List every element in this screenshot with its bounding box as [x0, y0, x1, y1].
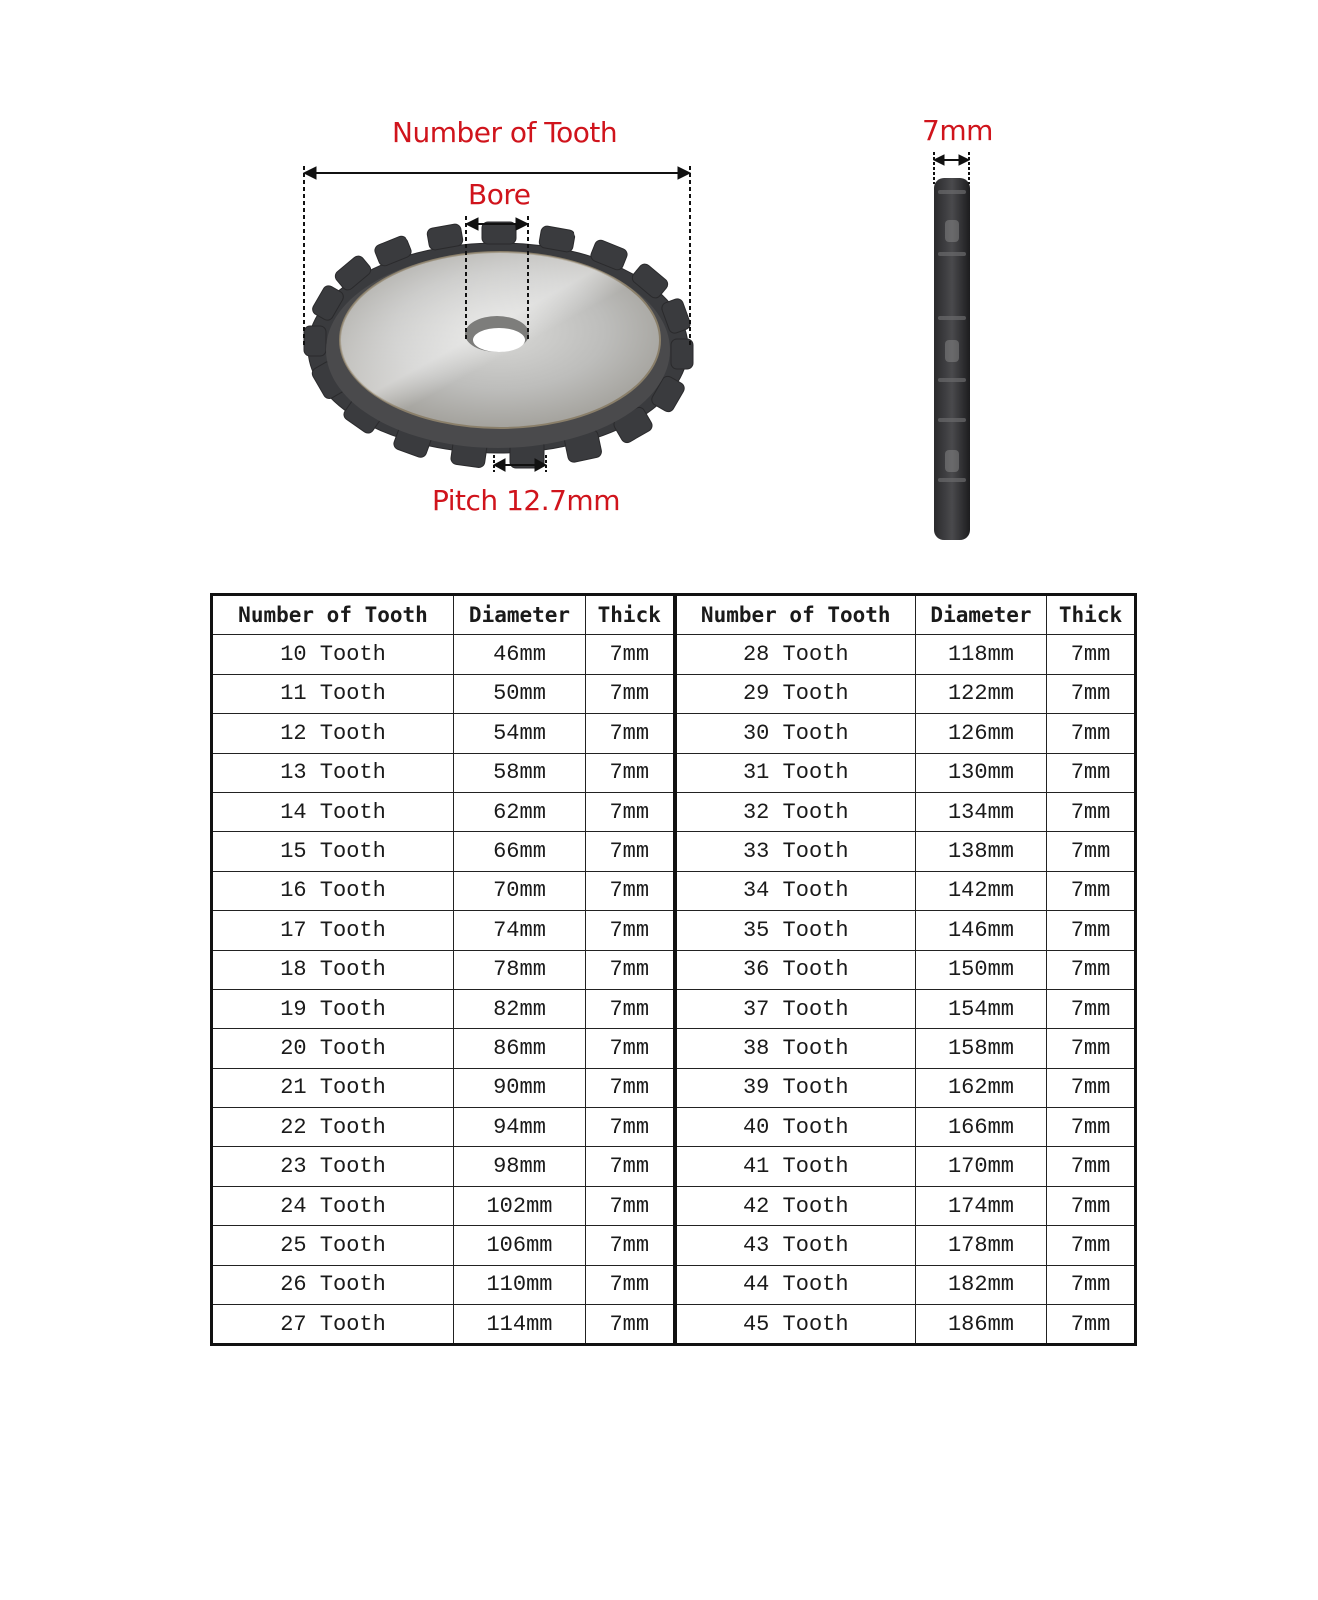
sprocket-side-icon	[934, 178, 970, 540]
thick-cell: 7mm	[586, 753, 675, 792]
diameter-cell: 106mm	[454, 1226, 586, 1265]
thick-cell: 7mm	[1047, 674, 1136, 713]
table-row	[212, 1226, 1136, 1265]
tooth-count-cell: 36 Tooth	[675, 950, 916, 989]
tooth-count-cell: 38 Tooth	[675, 1029, 916, 1068]
tooth-count-cell: 16 Tooth	[212, 871, 454, 910]
diameter-cell: 134mm	[916, 792, 1047, 831]
thick-cell: 7mm	[586, 871, 675, 910]
diameter-cell: 138mm	[916, 832, 1047, 871]
tooth-count-cell: 22 Tooth	[212, 1108, 454, 1147]
table-row	[212, 1068, 1136, 1107]
tooth-count-cell: 31 Tooth	[675, 753, 916, 792]
tooth-count-cell: 25 Tooth	[212, 1226, 454, 1265]
thick-cell: 7mm	[586, 1068, 675, 1107]
diameter-cell: 66mm	[454, 832, 586, 871]
thick-cell: 7mm	[586, 950, 675, 989]
thick-cell: 7mm	[586, 1029, 675, 1068]
table-row	[212, 832, 1136, 871]
tooth-count-cell: 26 Tooth	[212, 1265, 454, 1304]
tooth-count-cell: 29 Tooth	[675, 674, 916, 713]
table-row	[212, 792, 1136, 831]
number-of-tooth-label: Number of Tooth	[392, 116, 618, 149]
thick-cell: 7mm	[1047, 1186, 1136, 1225]
table-row	[212, 753, 1136, 792]
tooth-count-cell: 10 Tooth	[212, 635, 454, 674]
tooth-count-cell: 35 Tooth	[675, 911, 916, 950]
table-row	[212, 1147, 1136, 1186]
table-row	[212, 1186, 1136, 1225]
tooth-count-cell: 40 Tooth	[675, 1108, 916, 1147]
tooth-count-cell: 37 Tooth	[675, 989, 916, 1028]
header-thick: Thick	[586, 595, 675, 635]
tooth-count-cell: 39 Tooth	[675, 1068, 916, 1107]
diameter-cell: 146mm	[916, 911, 1047, 950]
sprocket-spec-table	[210, 593, 1137, 1346]
diameter-cell: 46mm	[454, 635, 586, 674]
tooth-count-cell: 42 Tooth	[675, 1186, 916, 1225]
tooth-count-cell: 21 Tooth	[212, 1068, 454, 1107]
table-row	[212, 989, 1136, 1028]
diameter-cell: 126mm	[916, 714, 1047, 753]
diameter-cell: 70mm	[454, 871, 586, 910]
diameter-cell: 122mm	[916, 674, 1047, 713]
thickness-label: 7mm	[922, 114, 993, 147]
diameter-cell: 150mm	[916, 950, 1047, 989]
thick-cell: 7mm	[586, 1186, 675, 1225]
thick-cell: 7mm	[1047, 1108, 1136, 1147]
thick-cell: 7mm	[586, 674, 675, 713]
table-row	[212, 635, 1136, 674]
thick-cell: 7mm	[1047, 1305, 1136, 1345]
diameter-cell: 170mm	[916, 1147, 1047, 1186]
thick-cell: 7mm	[586, 1147, 675, 1186]
tooth-count-cell: 20 Tooth	[212, 1029, 454, 1068]
thick-cell: 7mm	[1047, 1226, 1136, 1265]
diameter-cell: 154mm	[916, 989, 1047, 1028]
bore-label: Bore	[468, 178, 531, 211]
table-row	[212, 1029, 1136, 1068]
diameter-cell: 178mm	[916, 1226, 1047, 1265]
thick-cell: 7mm	[1047, 792, 1136, 831]
diameter-cell: 50mm	[454, 674, 586, 713]
table-row	[212, 950, 1136, 989]
diameter-cell: 118mm	[916, 635, 1047, 674]
thick-cell: 7mm	[586, 1108, 675, 1147]
thick-cell: 7mm	[1047, 950, 1136, 989]
table-row	[212, 1265, 1136, 1304]
diameter-cell: 142mm	[916, 871, 1047, 910]
diameter-cell: 82mm	[454, 989, 586, 1028]
thick-cell: 7mm	[1047, 635, 1136, 674]
tooth-count-cell: 43 Tooth	[675, 1226, 916, 1265]
thick-cell: 7mm	[586, 1305, 675, 1345]
diameter-cell: 166mm	[916, 1108, 1047, 1147]
header-diameter: Diameter	[916, 595, 1047, 635]
tooth-count-cell: 30 Tooth	[675, 714, 916, 753]
diameter-cell: 78mm	[454, 950, 586, 989]
tooth-count-cell: 32 Tooth	[675, 792, 916, 831]
diameter-cell: 130mm	[916, 753, 1047, 792]
thick-cell: 7mm	[586, 714, 675, 753]
thick-cell: 7mm	[586, 911, 675, 950]
tooth-count-cell: 41 Tooth	[675, 1147, 916, 1186]
thick-cell: 7mm	[586, 832, 675, 871]
tooth-count-cell: 18 Tooth	[212, 950, 454, 989]
tooth-count-cell: 14 Tooth	[212, 792, 454, 831]
tooth-count-cell: 34 Tooth	[675, 871, 916, 910]
thick-cell: 7mm	[586, 989, 675, 1028]
tooth-count-cell: 27 Tooth	[212, 1305, 454, 1345]
table-row	[212, 911, 1136, 950]
thick-cell: 7mm	[586, 1226, 675, 1265]
thick-cell: 7mm	[1047, 989, 1136, 1028]
thick-cell: 7mm	[1047, 871, 1136, 910]
diameter-cell: 158mm	[916, 1029, 1047, 1068]
tooth-count-cell: 15 Tooth	[212, 832, 454, 871]
tooth-count-cell: 28 Tooth	[675, 635, 916, 674]
diameter-cell: 182mm	[916, 1265, 1047, 1304]
thick-cell: 7mm	[1047, 911, 1136, 950]
diameter-cell: 174mm	[916, 1186, 1047, 1225]
diameter-cell: 186mm	[916, 1305, 1047, 1345]
table-row	[212, 1305, 1136, 1345]
table-row	[212, 871, 1136, 910]
diameter-cell: 74mm	[454, 911, 586, 950]
sprocket-diagram	[0, 0, 1318, 600]
diameter-cell: 98mm	[454, 1147, 586, 1186]
tooth-count-cell: 13 Tooth	[212, 753, 454, 792]
tooth-count-cell: 24 Tooth	[212, 1186, 454, 1225]
thick-cell: 7mm	[1047, 753, 1136, 792]
thick-cell: 7mm	[586, 1265, 675, 1304]
thick-cell: 7mm	[1047, 1147, 1136, 1186]
thick-cell: 7mm	[1047, 1029, 1136, 1068]
diameter-cell: 58mm	[454, 753, 586, 792]
thick-cell: 7mm	[1047, 714, 1136, 753]
sprocket-front-icon	[304, 215, 693, 468]
thick-cell: 7mm	[1047, 1068, 1136, 1107]
tooth-count-cell: 12 Tooth	[212, 714, 454, 753]
table-row	[212, 1108, 1136, 1147]
tooth-count-cell: 33 Tooth	[675, 832, 916, 871]
table-row	[212, 674, 1136, 713]
diameter-cell: 54mm	[454, 714, 586, 753]
pitch-label: Pitch 12.7mm	[432, 484, 620, 517]
table-row	[212, 714, 1136, 753]
table-header-row	[212, 595, 1136, 635]
tooth-count-cell: 11 Tooth	[212, 674, 454, 713]
thick-cell: 7mm	[1047, 832, 1136, 871]
diameter-cell: 102mm	[454, 1186, 586, 1225]
header-number-of-tooth: Number of Tooth	[212, 595, 454, 635]
diameter-cell: 94mm	[454, 1108, 586, 1147]
tooth-count-cell: 45 Tooth	[675, 1305, 916, 1345]
tooth-count-cell: 44 Tooth	[675, 1265, 916, 1304]
diameter-cell: 62mm	[454, 792, 586, 831]
thick-cell: 7mm	[1047, 1265, 1136, 1304]
diameter-cell: 86mm	[454, 1029, 586, 1068]
diameter-cell: 114mm	[454, 1305, 586, 1345]
diameter-cell: 90mm	[454, 1068, 586, 1107]
header-number-of-tooth: Number of Tooth	[675, 595, 916, 635]
tooth-count-cell: 19 Tooth	[212, 989, 454, 1028]
diameter-cell: 110mm	[454, 1265, 586, 1304]
tooth-count-cell: 17 Tooth	[212, 911, 454, 950]
thick-cell: 7mm	[586, 792, 675, 831]
tooth-count-cell: 23 Tooth	[212, 1147, 454, 1186]
header-thick: Thick	[1047, 595, 1136, 635]
diameter-cell: 162mm	[916, 1068, 1047, 1107]
header-diameter: Diameter	[454, 595, 586, 635]
thick-cell: 7mm	[586, 635, 675, 674]
